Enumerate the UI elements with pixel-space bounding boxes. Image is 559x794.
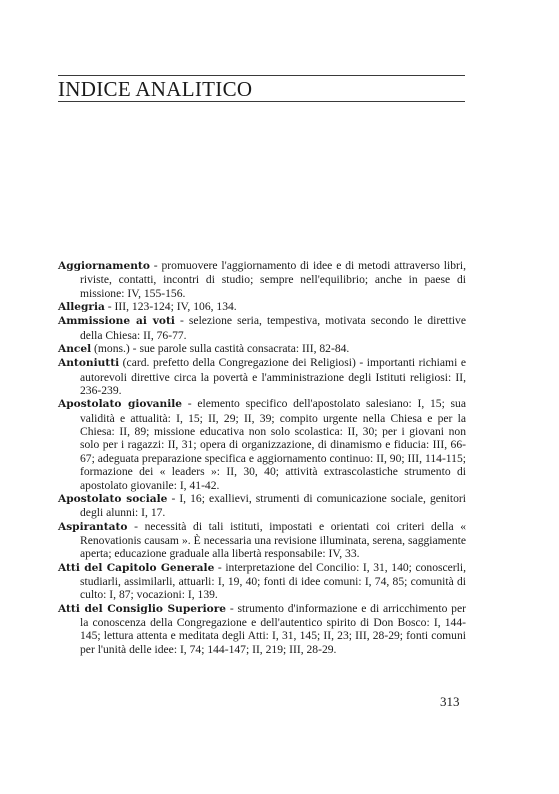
- entry-text: - III, 123-124; IV, 106, 134.: [104, 300, 237, 314]
- top-rule: [58, 75, 465, 76]
- entry-term: Allegria: [58, 301, 105, 314]
- index-entry: [58, 300, 466, 314]
- entry-text: - promuovere l'aggiornamento di idee e di metodi attraverso libri, riviste, contatti, incontri di studio; sempre nell'equilibrio; anche in paese di missione: IV, 155-156.: [80, 259, 466, 300]
- entry-text: - necessità di tali istituti, impostati e orientati coi criteri della « Renovationis causam ». È necessaria una revisione illuminata, serena, saggiamente aperta; educazione graduale alla libertà responsabile: IV, 33.: [80, 519, 466, 561]
- entry-term: Atti del Capitolo Generale: [58, 561, 215, 574]
- entry-text: (card. prefetto della Congregazione dei Religiosi) - importanti richiami e autorevoli direttive circa la povertà e l'amministrazione degli Istituti religiosi: II, 236-239.: [80, 356, 466, 398]
- entry-text: - selezione seria, tempestiva, motivata secondo le direttive della Chiesa: II, 76-77.: [80, 314, 466, 342]
- entry-text: - strumento d'informazione e di arricchimento per la conoscenza della Congregazione e dell'autentico spirito di Don Bosco: I, 144-145; lettura attenta e meditata degli Atti: I, 31, 145; II, 23; III, 28-29; fonti comuni per l'unità delle idee: I, 74; 144-147; II, 219; III, 28-29.: [80, 601, 466, 656]
- index-entry: [58, 492, 466, 520]
- bottom-rule: [58, 101, 465, 102]
- entry-term: Antoniutti: [58, 357, 120, 370]
- index-entry: [58, 314, 466, 342]
- entry-term: Aspirantato: [58, 520, 128, 533]
- index-entry: [58, 342, 466, 356]
- index-entry: [58, 397, 466, 491]
- page-title: INDICE ANALITICO: [58, 77, 253, 101]
- page-number: 313: [440, 694, 460, 709]
- entry-text: - I, 16; exallievi, strumenti di comunicazione sociale, genitori degli alunni: I, 17.: [80, 491, 467, 520]
- index-entry: [58, 356, 466, 397]
- entry-text: - interpretazione del Concilio: I, 31, 140; conoscerli, studiarli, assimilarli, attuarli: I, 19, 40; fonti di idee comuni: I, 74, 85; comunità di culto: I, 87; vocazioni: I, 139.: [80, 560, 466, 602]
- entry-term: Aggiornamento: [58, 260, 150, 272]
- index-entry: [58, 602, 466, 656]
- entry-term: Ammissione ai voti: [58, 315, 175, 328]
- entry-text: (mons.) - sue parole sulla castità consacrata: III, 82-84.: [91, 342, 350, 356]
- entry-term: Atti del Consiglio Superiore: [58, 602, 227, 615]
- index-entry: [58, 520, 466, 561]
- index-entries: [58, 259, 466, 656]
- index-entry: [58, 561, 466, 602]
- entry-term: Apostolato giovanile: [58, 398, 183, 411]
- entry-text: - elemento specifico dell'apostolato salesiano: I, 15; sua validità e attualità: I, 15; II, 29; II, 39; compito urgente nella Chiesa e per la Chiesa: II, 89; missione educativa non solo scolastica: II, 30; per i giovani non solo per i ragazzi: II, 31; opera di organizzazione, di dinamismo e fiducia: III, 66-67; adeguata preparazione specifica e aggiornamento continuo: II, 90; III, 114-115; formazione dei « leaders »: II, 30, 40; attività extrascolastiche strumento di apostolato giovanile: I, 41-42.: [80, 397, 466, 492]
- entry-term: Ancel: [58, 343, 92, 356]
- index-entry: [58, 259, 466, 300]
- entry-term: Apostolato sociale: [58, 492, 168, 505]
